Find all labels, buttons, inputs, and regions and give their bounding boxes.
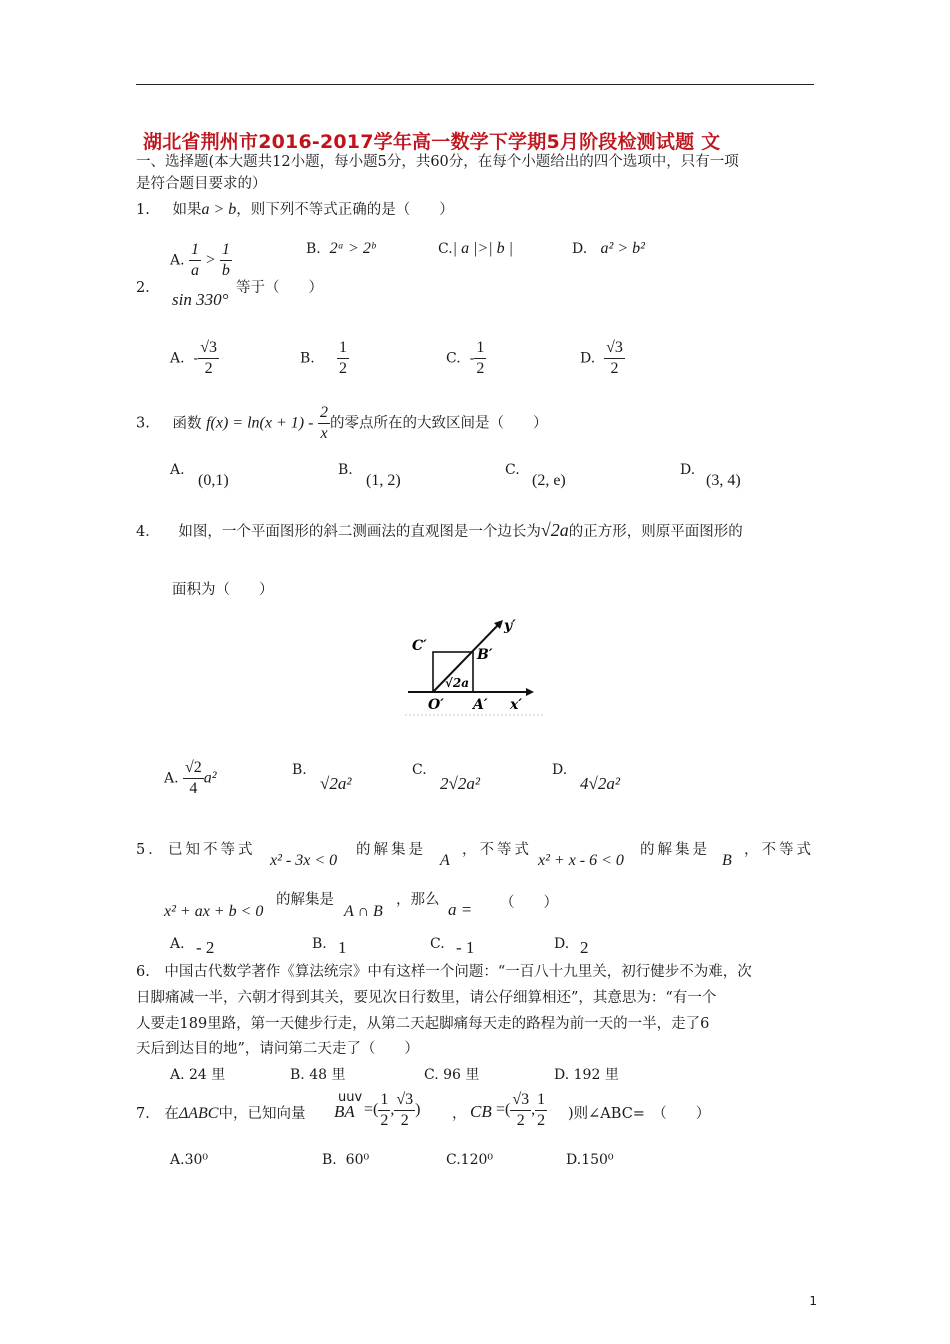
q3-option-c-label[interactable]: C. bbox=[505, 462, 520, 478]
q6-line-1: 6. 中国古代数学著作《算法统宗》中有这样一个问题：“一百八十九里关，初行健步不为难，次 bbox=[136, 964, 752, 980]
q3-post: 的零点所在的大致区间是（ ） bbox=[330, 415, 548, 432]
q5-expr-2: x² + x - 6 < 0 bbox=[538, 852, 624, 869]
q5-option-d-label[interactable]: D. bbox=[554, 936, 570, 952]
q5-option-a-value: - 2 bbox=[196, 938, 215, 957]
q7-vector-ba: BA bbox=[334, 1102, 355, 1121]
q5-text-2: 的解集是 bbox=[356, 842, 426, 858]
q2-option-b[interactable]: B. $\frac{1}{2}$ bbox=[300, 339, 348, 377]
q1-post: ，则下列不等式正确的是（ ） bbox=[236, 202, 454, 218]
q7-cb-value: =( $\frac{√3}{2}$ , $\frac{1}{2}$ bbox=[496, 1091, 546, 1129]
q4-option-b-value: √2a² bbox=[320, 774, 352, 793]
q7-pre: 在 bbox=[164, 1106, 179, 1122]
q3-option-b-value: (1, 2) bbox=[366, 472, 401, 489]
figure-label-c: C′ bbox=[412, 638, 427, 654]
section-intro-line1: 一、选择题(本大题共12小题，每小题5分，共60分，在每个小题给出的四个选项中，只有一项 bbox=[136, 154, 739, 170]
figure-label-a: A′ bbox=[473, 697, 488, 713]
q7-number: 7． bbox=[136, 1106, 160, 1122]
q4-post: 的正方形，则原平面图形的 bbox=[568, 524, 743, 540]
q4-option-d-value: 4√2a² bbox=[580, 774, 620, 793]
q3-option-a-label[interactable]: A. bbox=[170, 462, 185, 478]
q6-line-3: 人要走189里路，第一天健步行走，从第二天起脚痛每天走的路程为前一天的一半，走了6 bbox=[136, 1016, 710, 1032]
q6-line-2: 日脚痛减一半，六朝才得到其关，要见次日行数里，请公仔细算相还”，其意思为：“有一个 bbox=[136, 990, 717, 1006]
q3-option-c-value: (2, e) bbox=[532, 472, 566, 489]
q5-text-5: ，不等式 bbox=[744, 842, 814, 858]
q2-post: 等于（ ） bbox=[236, 280, 323, 296]
q7-option-b[interactable]: B. 60⁰ bbox=[322, 1152, 370, 1168]
q2-option-a[interactable]: A. - $\frac{√3}{2}$ bbox=[170, 339, 217, 377]
q4-number: 4． bbox=[136, 524, 160, 540]
q6-option-c[interactable]: C. 96 里 bbox=[424, 1067, 480, 1083]
q4-option-d-label[interactable]: D. bbox=[552, 762, 568, 778]
q5-option-a-label[interactable]: A. bbox=[170, 936, 185, 952]
q7-mid: 中，已知向量 bbox=[218, 1106, 306, 1122]
q7-vector-arrow: uuv bbox=[338, 1090, 363, 1105]
q5-expr-1: x² - 3x < 0 bbox=[270, 852, 338, 869]
q5-expr-4: A ∩ B bbox=[344, 903, 383, 920]
q1-option-c[interactable]: C.| a |>| b | bbox=[438, 240, 514, 257]
q3-option-d-label[interactable]: D. bbox=[680, 462, 696, 478]
q1-condition: a > b bbox=[201, 201, 237, 218]
q4-side: √2a bbox=[540, 520, 569, 540]
q5-option-d-value: 2 bbox=[580, 938, 589, 957]
figure-label-x: x′ bbox=[510, 697, 523, 713]
q2-option-c[interactable]: C. - $\frac{1}{2}$ bbox=[446, 339, 485, 377]
q4-pre: 如图，一个平面图形的斜二测画法的直观图是一个边长为 bbox=[178, 524, 541, 540]
q5-var-a: A bbox=[440, 852, 450, 869]
figure-label-o: O′ bbox=[428, 697, 444, 713]
q7-triangle: ΔABC bbox=[178, 1105, 219, 1122]
q3-option-a-value: (0,1) bbox=[198, 472, 229, 489]
q2-option-d[interactable]: D. $\frac{√3}{2}$ bbox=[580, 339, 623, 377]
q3-number: 3. bbox=[136, 415, 150, 432]
q5-option-c-value: - 1 bbox=[456, 938, 475, 957]
q1-option-d[interactable]: D. a² > b² bbox=[572, 240, 645, 257]
q5-expr-5: a = bbox=[448, 900, 473, 919]
q6-line-4: 天后到达目的地”，请问第二天走了（ ） bbox=[136, 1041, 419, 1057]
q7-option-a[interactable]: A.30⁰ bbox=[170, 1152, 208, 1168]
header-rule bbox=[136, 84, 814, 85]
q7-comma: ， bbox=[452, 1106, 467, 1122]
q5-text-3: ，不等式 bbox=[462, 842, 532, 858]
q7-option-c[interactable]: C.120⁰ bbox=[446, 1152, 494, 1168]
q4-option-c-value: 2√2a² bbox=[440, 774, 480, 793]
page-number: 1 bbox=[809, 1294, 817, 1308]
q5-var-b: B bbox=[722, 852, 732, 869]
q5-option-b-value: 1 bbox=[338, 938, 347, 957]
q5-number: 5． bbox=[136, 842, 166, 858]
q2-number: 2． bbox=[136, 280, 160, 296]
q7-option-d[interactable]: D.150⁰ bbox=[566, 1152, 614, 1168]
q7-ba-value: =( $\frac{1}{2}$ , $\frac{√3}{2}$ ) bbox=[364, 1091, 421, 1129]
oblique-drawing-figure bbox=[400, 612, 550, 718]
section-intro-line2: 是符合题目要求的） bbox=[136, 176, 267, 192]
q3-option-b-label[interactable]: B. bbox=[338, 462, 353, 478]
q5-answer-paren: （ ） bbox=[500, 895, 558, 911]
q6-option-d[interactable]: D. 192 里 bbox=[554, 1067, 619, 1083]
q1-option-a[interactable]: A. $\frac{1}{a}$ > $\frac{1}{b}$ bbox=[170, 241, 230, 279]
q1-pre: 如果 bbox=[172, 202, 202, 218]
q5-text-7: ，那么 bbox=[396, 892, 440, 908]
q5-option-c-label[interactable]: C. bbox=[430, 936, 445, 952]
q4-option-a[interactable]: A. $\frac{√2}{4}$ a² bbox=[164, 759, 217, 797]
q6-option-a[interactable]: A. 24 里 bbox=[170, 1067, 226, 1083]
q2-expression: sin 330° bbox=[172, 290, 229, 309]
q3-frac-num: 2 bbox=[318, 403, 330, 424]
q1-option-b[interactable]: B. 2ᵃ > 2ᵇ bbox=[306, 240, 376, 257]
q4-option-c-label[interactable]: C. bbox=[412, 762, 427, 778]
q3-option-d-value: (3, 4) bbox=[706, 472, 741, 489]
q7-vector-cb: CB bbox=[470, 1102, 492, 1121]
q5-option-b-label[interactable]: B. bbox=[312, 936, 327, 952]
figure-label-y: y′ bbox=[504, 618, 516, 634]
q4-option-b-label[interactable]: B. bbox=[292, 762, 307, 778]
q3-expression: f(x) = ln(x + 1) - bbox=[206, 414, 314, 432]
figure-label-side: √2a bbox=[445, 676, 470, 690]
q6-option-b[interactable]: B. 48 里 bbox=[290, 1067, 346, 1083]
q3-pre: 函数 bbox=[172, 415, 202, 432]
q5-text-4: 的解集是 bbox=[640, 842, 710, 858]
page-title: 湖北省荆州市2016-2017学年高一数学下学期5月阶段检测试题 文 bbox=[143, 131, 721, 153]
q7-post: )则∠ABC= （ ） bbox=[568, 1106, 711, 1122]
q5-text-1: 已知不等式 bbox=[168, 842, 256, 858]
q5-expr-3: x² + ax + b < 0 bbox=[164, 903, 264, 920]
q5-text-6: 的解集是 bbox=[276, 892, 334, 908]
q4-line2: 面积为（ ） bbox=[172, 582, 274, 598]
figure-label-b: B′ bbox=[477, 647, 493, 663]
q1-number: 1. bbox=[136, 202, 150, 218]
q3-frac-den: x bbox=[320, 425, 328, 442]
